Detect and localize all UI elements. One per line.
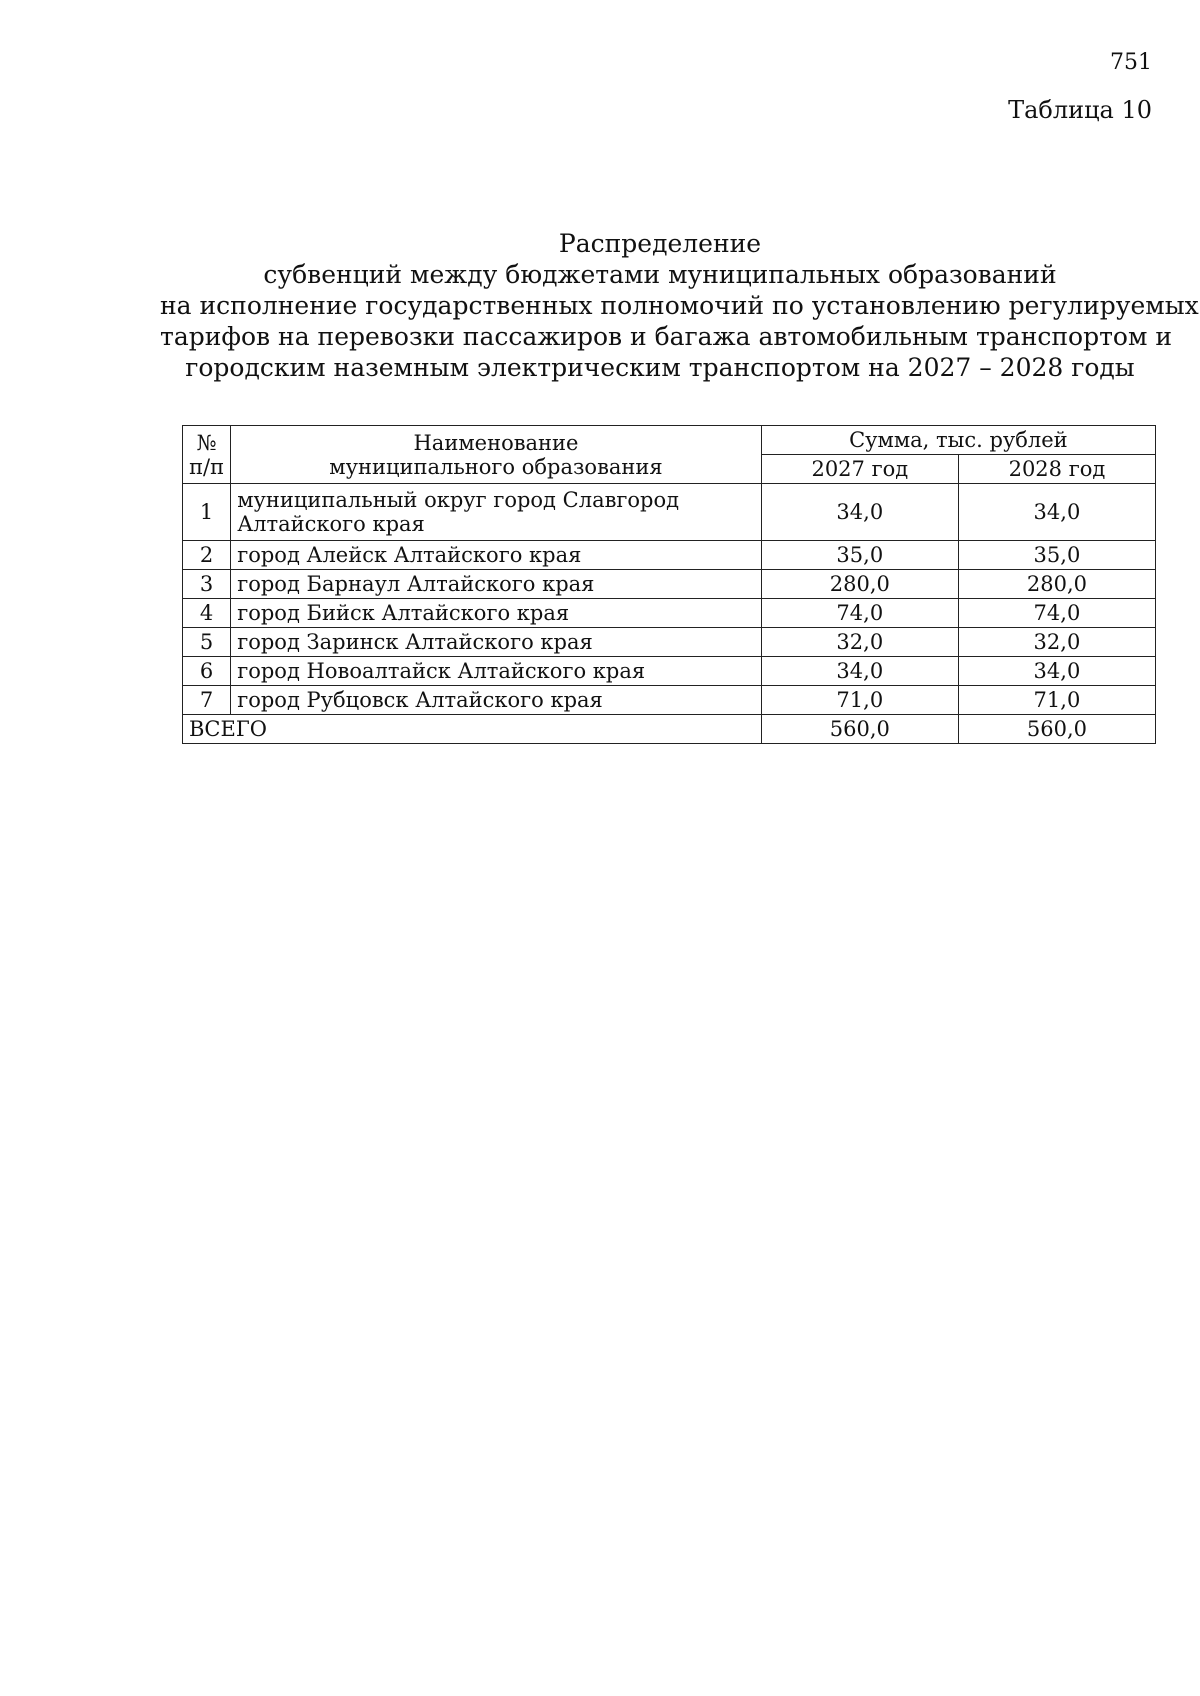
row-name: город Алейск Алтайского края — [231, 541, 762, 570]
title-line-1: Распределение — [558, 229, 762, 258]
header-year-2028: 2028 год — [958, 455, 1155, 484]
row-value-2028: 32,0 — [958, 628, 1155, 657]
row-value-2027: 34,0 — [761, 657, 958, 686]
row-name: город Новоалтайск Алтайского края — [231, 657, 762, 686]
row-name-line1: муниципальный округ город Славгород — [237, 488, 680, 512]
total-label: ВСЕГО — [183, 715, 762, 744]
table-row — [183, 657, 1156, 686]
row-num: 7 — [183, 686, 231, 715]
header-name — [231, 426, 762, 484]
row-value-2027: 35,0 — [761, 541, 958, 570]
document-title — [160, 228, 1199, 383]
row-value-2028: 34,0 — [958, 484, 1155, 541]
row-value-2028: 34,0 — [958, 657, 1155, 686]
row-name: город Рубцовск Алтайского края — [231, 686, 762, 715]
table-row — [183, 570, 1156, 599]
total-value-2028: 560,0 — [958, 715, 1155, 744]
table-row — [183, 628, 1156, 657]
row-value-2027: 34,0 — [761, 484, 958, 541]
title-line-3: на исполнение государственных полномочий по установлению регулируемых — [160, 291, 1199, 320]
header-year-2027: 2027 год — [761, 455, 958, 484]
row-num: 5 — [183, 628, 231, 657]
page-number: 751 — [1110, 50, 1152, 75]
row-value-2028: 280,0 — [958, 570, 1155, 599]
header-num — [183, 426, 231, 484]
header-sum: Сумма, тыс. рублей — [761, 426, 1155, 455]
header-name-line1: Наименование — [413, 430, 579, 455]
row-value-2027: 280,0 — [761, 570, 958, 599]
row-name — [231, 484, 762, 541]
total-row — [183, 715, 1156, 744]
row-name-line2: Алтайского края — [237, 512, 425, 536]
row-num: 6 — [183, 657, 231, 686]
table-row — [183, 599, 1156, 628]
header-name-line2: муниципального образования — [329, 454, 663, 479]
table-row — [183, 686, 1156, 715]
row-value-2028: 35,0 — [958, 541, 1155, 570]
title-line-2: субвенций между бюджетами муниципальных образований — [263, 260, 1057, 289]
subvention-table — [182, 425, 1156, 744]
row-name: город Бийск Алтайского края — [231, 599, 762, 628]
row-value-2028: 71,0 — [958, 686, 1155, 715]
row-name: город Барнаул Алтайского края — [231, 570, 762, 599]
title-line-5: городским наземным электрическим транспортом на 2027 – 2028 годы — [185, 353, 1135, 382]
header-num-line2: п/п — [189, 454, 225, 479]
row-num: 4 — [183, 599, 231, 628]
row-value-2027: 32,0 — [761, 628, 958, 657]
row-value-2027: 74,0 — [761, 599, 958, 628]
title-line-4: тарифов на перевозки пассажиров и багажа автомобильным транспортом и — [160, 322, 1173, 351]
table-row — [183, 484, 1156, 541]
row-num: 2 — [183, 541, 231, 570]
row-name: город Заринск Алтайского края — [231, 628, 762, 657]
total-value-2027: 560,0 — [761, 715, 958, 744]
table-row — [183, 541, 1156, 570]
row-value-2027: 71,0 — [761, 686, 958, 715]
table-label: Таблица 10 — [1008, 96, 1152, 124]
header-num-line1: № — [196, 430, 217, 455]
row-num: 3 — [183, 570, 231, 599]
row-value-2028: 74,0 — [958, 599, 1155, 628]
row-num: 1 — [183, 484, 231, 541]
